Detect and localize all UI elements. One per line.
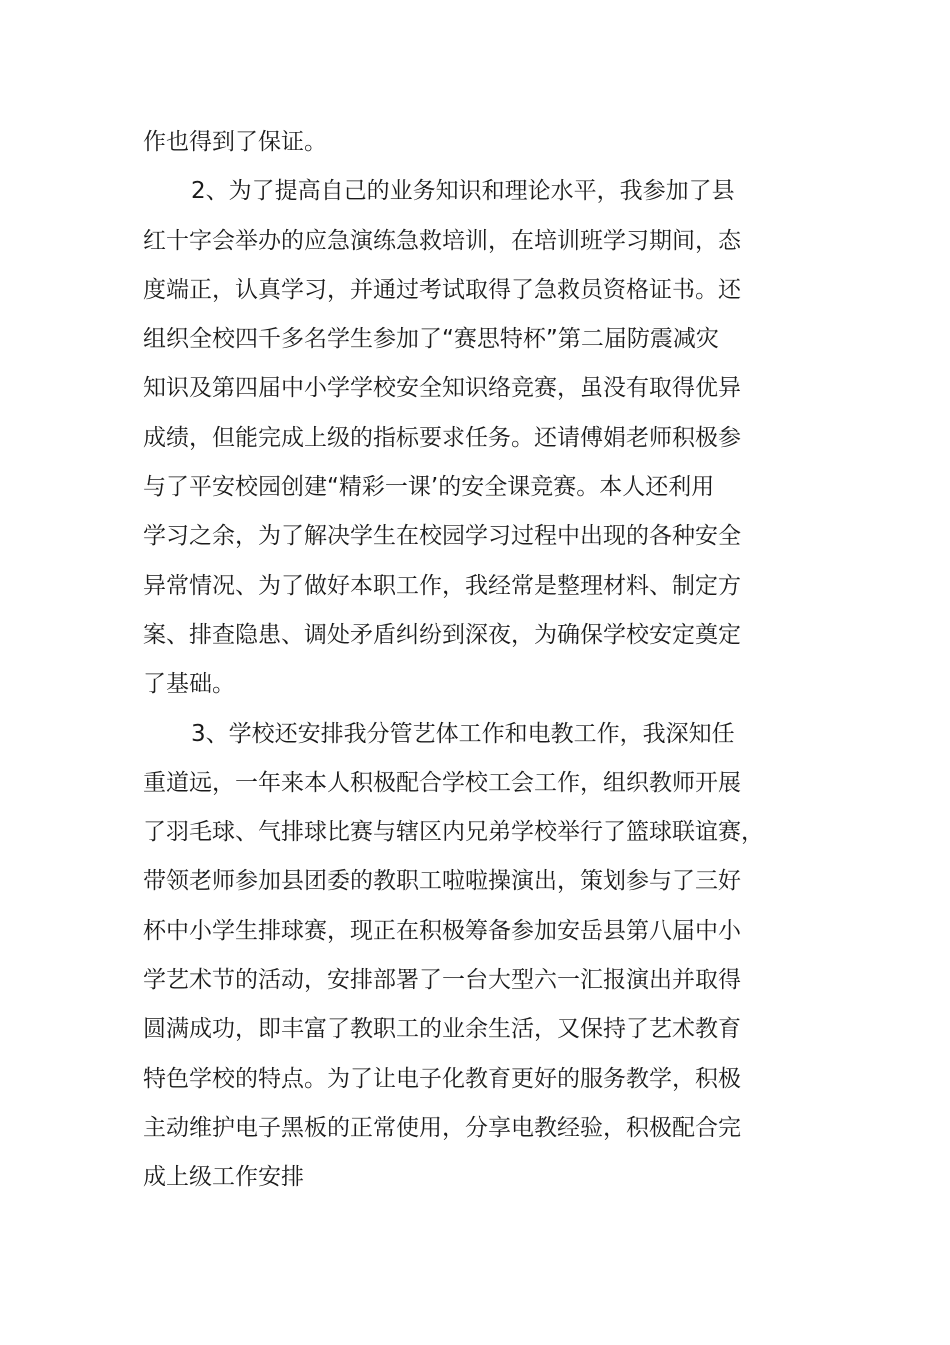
text-line: 知识及第四届中小学学校安全知识络竞赛，虽没有取得优异 bbox=[143, 375, 741, 402]
text-line: 成上级工作安排 bbox=[143, 1164, 304, 1191]
text-line: 学习之余，为了解决学生在校园学习过程中出现的各种安全 bbox=[143, 523, 741, 550]
text-line: 带领老师参加县团委的教职工啦啦操演出，策划参与了三好 bbox=[143, 868, 741, 895]
text-line: 成绩，但能完成上级的指标要求任务。还请傅娟老师积极参 bbox=[143, 424, 741, 451]
text-line: 圆满成功，即丰富了教职工的业余生活，又保持了艺术教育 bbox=[143, 1016, 741, 1043]
paragraph-3-start: 3、学校还安排我分管艺体工作和电教工作，我深知任 bbox=[191, 720, 735, 747]
text-line: 主动维护电子黑板的正常使用，分享电教经验，积极配合完 bbox=[143, 1114, 741, 1141]
text-line: 了羽毛球、气排球比赛与辖区内兄弟学校举行了篮球联谊赛， bbox=[143, 819, 764, 846]
text-line: 度端正，认真学习，并通过考试取得了急救员资格证书。还 bbox=[143, 276, 741, 303]
text-line: 重道远，一年来本人积极配合学校工会工作，组织教师开展 bbox=[143, 769, 741, 796]
text-line: 与了平安校园创建“精彩一课’的安全课竞赛。本人还利用 bbox=[143, 474, 715, 501]
body-text bbox=[143, 118, 763, 1203]
text-line: 学艺术节的活动，安排部署了一台大型六一汇报演出并取得 bbox=[143, 967, 741, 994]
text-line: 作也得到了保证。 bbox=[143, 129, 327, 155]
text-line: 红十字会举办的应急演练急救培训，在培训班学习期间，态 bbox=[143, 227, 741, 254]
text-line: 特色学校的特点。为了让电子化教育更好的服务教学，积极 bbox=[143, 1065, 741, 1092]
text-line: 了基础。 bbox=[143, 671, 235, 698]
text-line: 组织全校四千多名学生参加了“赛思特杯”第二届防震减灾 bbox=[143, 326, 719, 353]
text-line: 异常情况、为了做好本职工作，我经常是整理材料、制定方 bbox=[143, 572, 741, 599]
text-line: 案、排查隐患、调处矛盾纠纷到深夜，为确保学校安定奠定 bbox=[143, 621, 741, 648]
paragraph-2-start: 2、为了提高自己的业务知识和理论水平，我参加了县 bbox=[191, 178, 735, 205]
text-line: 杯中小学生排球赛，现正在积极筹备参加安岳县第八届中小 bbox=[143, 917, 741, 944]
